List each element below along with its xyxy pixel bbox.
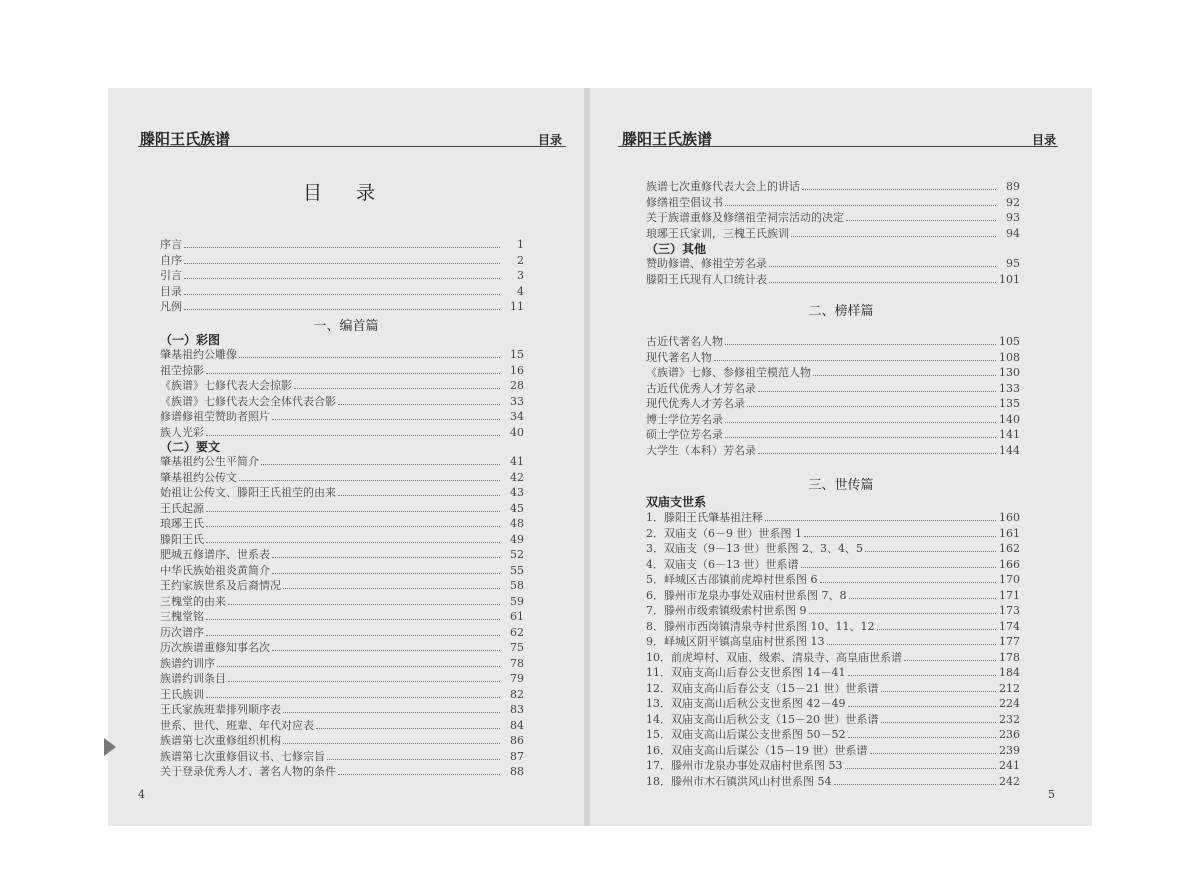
dot-leader [747,406,996,407]
toc-entry-page: 1 [517,238,524,251]
toc-entry-page: 78 [510,656,524,670]
dot-leader [801,567,997,568]
toc-entry-title: 三槐堂的由来 [160,594,226,608]
toc-entry-page: 212 [999,681,1020,695]
toc-entry-title: 序言 [160,238,182,251]
toc-entry-title: 肇基祖约公传文 [160,470,237,484]
toc-entry-page: 59 [510,594,524,608]
toc-entry-page: 16 [510,363,524,377]
dot-leader [714,360,996,361]
dot-leader [206,435,500,436]
subsection-heading-1: （一）彩图 [160,333,221,347]
toc-entry-page: 184 [999,666,1020,679]
toc-entry-title: 17．滕州市龙泉办事处双庙村世系图 53 [646,759,843,772]
toc-entry [160,608,524,624]
toc-entry [646,680,1020,696]
section-heading-3: 三、世传篇 [808,478,874,493]
dot-leader [338,495,500,496]
toc-entry-title: 引言 [160,269,182,282]
dot-leader [758,453,996,454]
toc-entry-title: 4．双庙支（6－13 世）世系谱 [646,557,799,571]
toc-entry [646,540,1020,556]
toc-entry [160,717,524,733]
dot-leader [765,520,996,521]
toc-entry-title: 滕阳王氏现有人口统计表 [646,272,767,286]
toc-entry-page: 239 [999,743,1020,757]
toc-entry-title: 王氏家族班辈排列顺序表 [160,703,281,716]
toc-entry-page: 11 [510,300,524,313]
dot-leader [272,557,500,558]
toc-entry-title: 16．双庙支高山后谋公（15－19 世）世系谱 [646,743,868,757]
dot-leader [283,712,500,713]
dot-leader [206,619,500,620]
toc-entry-page: 87 [510,749,524,763]
toc-entry-page: 61 [510,610,524,623]
dot-leader [848,675,997,676]
dot-leader [261,464,500,465]
toc-entry-title: 12．双庙支高山后春公支（15－21 世）世系谱 [646,681,879,695]
toc-entry-title: 6．滕州市龙泉办事处双庙村世系图 7、8 [646,588,847,602]
toc-entry [646,556,1020,572]
toc-entry-title: 13．双庙支高山后秋公支世系图 42－49 [646,697,846,710]
toc-entry-title: 历次谱序 [160,625,204,639]
toc-entry [160,639,524,655]
toc-entry-title: 硕士学位芳名录 [646,428,723,441]
toc-entry [160,346,524,362]
toc-entry [646,442,1020,458]
toc-entry-page: 236 [999,728,1020,741]
dot-leader [283,588,500,589]
dot-leader [725,205,996,206]
section-heading-2: 二、榜样篇 [808,304,874,319]
toc-entry-title: 族人光彩 [160,425,204,439]
header-rule [618,146,1058,147]
toc-entry-page: 4 [517,284,524,298]
toc-entry [646,711,1020,727]
toc-entry-title: 琅琊王氏 [160,517,204,530]
dot-leader [809,613,997,614]
toc-entry [646,255,1020,271]
dot-leader [217,666,500,667]
toc-entry [646,225,1020,241]
toc-entry [646,695,1020,711]
dot-leader [725,422,996,423]
toc-entry-title: 三槐堂铭 [160,610,204,623]
toc-entry [160,267,524,283]
dot-leader [877,629,997,630]
toc-entry-title: 世系、世代、班辈、年代对应表 [160,718,314,732]
toc-entry-title: 《族谱》七修、参修祖茔模范人物 [646,366,811,379]
toc-entry [646,426,1020,442]
toc-entry-page: 41 [510,455,524,468]
dot-leader [791,236,996,237]
toc-entry [646,773,1020,789]
toc-entry-title: 古近代优秀人才芳名录 [646,381,756,395]
dot-leader [184,294,500,295]
toc-entry [160,577,524,593]
toc-entry [160,453,524,469]
toc-entry-title: 目录 [160,284,182,298]
toc-entry [160,686,524,702]
toc-entry-title: 凡例 [160,300,182,313]
toc-entry-title: 历次族谱重修知事名次 [160,641,270,654]
toc-entry [160,593,524,609]
dot-leader [845,768,997,769]
dot-leader [184,247,500,248]
toc-entry [646,333,1020,349]
toc-entry-page: 108 [999,350,1020,364]
toc-entry-title: 王约家族世系及后裔情况 [160,579,281,592]
dot-leader [846,220,996,221]
dot-leader [881,722,997,723]
toc-entry-title: 15．双庙支高山后谋公支世系图 50－52 [646,728,846,741]
toc-entry [160,763,524,779]
sub4-list [646,509,1020,788]
toc-entry [646,509,1020,525]
toc-entry-page: 88 [510,765,524,778]
dot-leader [206,635,500,636]
subsection-heading-4: 双庙支世系 [646,495,707,509]
dot-leader [327,759,500,760]
top-list [646,178,1020,240]
dot-leader [769,282,996,283]
toc-entry [646,380,1020,396]
toc-entry [646,571,1020,587]
dot-leader [904,660,996,661]
dot-leader [239,357,500,358]
toc-entry-title: 滕阳王氏 [160,532,204,546]
toc-entry [160,732,524,748]
dot-leader [848,706,997,707]
toc-entry-title: 关于登录优秀人才、著名人物的条件 [160,765,336,778]
toc-entry [160,484,524,500]
sub1-list [160,346,524,439]
toc-entry [160,624,524,640]
toc-entry-title: 《族谱》七修代表大会全体代表合影 [160,394,336,408]
toc-entry-page: 55 [510,563,524,577]
dot-leader [272,650,500,651]
running-header-section: 目录 [538,133,563,147]
toc-entry-page: 173 [999,604,1020,617]
toc-entry-page: 242 [999,774,1020,788]
dot-leader [802,189,996,190]
toc-entry [646,742,1020,758]
toc-entry-page: 84 [510,718,524,732]
dot-leader [848,737,997,738]
dot-leader [881,691,997,692]
toc-entry-page: 75 [510,641,524,654]
toc-entry [160,546,524,562]
toc-entry-title: 肇基祖约公雕像 [160,348,237,361]
toc-entry-page: 83 [510,703,524,716]
toc-entry-title: 琅琊王氏家训，三槐王氏族训 [646,226,789,240]
toc-entry [160,283,524,299]
toc-entry-page: 2 [517,253,524,267]
toc-entry-page: 166 [999,557,1020,571]
toc-entry-title: 祖茔掠影 [160,363,204,377]
dot-leader [758,391,996,392]
toc-entry-page: 79 [510,672,524,685]
toc-entry-page: 177 [999,635,1020,648]
dot-leader [316,728,500,729]
toc-entry-page: 224 [999,697,1020,710]
toc-entry-page: 34 [510,410,524,423]
dot-leader [338,774,500,775]
toc-entry-page: 33 [510,394,524,408]
toc-entry [646,178,1020,194]
toc-entry-title: 1．滕阳王氏肇基祖注释 [646,511,763,524]
dot-leader [725,344,996,345]
toc-entry-title: 始祖让公传文、滕阳王氏祖茔的由来 [160,486,336,499]
toc-entry-title: 族谱第七次重修组织机构 [160,734,281,747]
dot-leader [769,266,996,267]
toc-entry [646,664,1020,680]
header-rule [138,146,566,147]
toc-entry-title: 2．双庙支（6－9 世）世系图 1 [646,526,802,540]
dot-leader [228,604,500,605]
toc-entry-title: 中华氏族始祖炎黄简介 [160,563,270,577]
toc-entry-title: 11．双庙支高山后春公支世系图 14－41 [646,666,846,679]
toc-entry-title: 7．滕州市级索镇级索村世系图 9 [646,604,807,617]
dot-leader [827,644,997,645]
toc-entry-title: 族谱第七次重修倡议书、七修宗旨 [160,749,325,763]
toc-entry-page: 105 [999,335,1020,348]
toc-entry-page: 141 [999,428,1020,441]
dot-leader [184,278,500,279]
toc-entry-title: 肥城五修谱序、世系表 [160,548,270,561]
toc-entry-title: 修缮祖茔倡议书 [646,195,723,209]
section2-list [646,333,1020,457]
page-number: 4 [138,788,145,801]
toc-entry [646,649,1020,665]
toc-entry-page: 144 [999,443,1020,457]
dot-leader [228,681,500,682]
toc-entry-page: 42 [510,470,524,484]
toc-entry-page: 232 [999,712,1020,726]
dot-leader [184,309,500,310]
toc-title: 目 录 [302,182,390,204]
toc-entry-page: 101 [999,272,1020,286]
toc-entry-page: 52 [510,548,524,561]
toc-entry-page: 93 [1006,211,1020,224]
toc-entry-page: 170 [999,573,1020,586]
toc-entry-title: 修谱修祖茔赞助者照片 [160,410,270,423]
toc-entry-title: 5．峄城区古邵镇前虎埠村世系图 6 [646,573,818,586]
toc-entry [160,298,524,314]
dot-leader [849,598,997,599]
running-header-title: 滕阳王氏族谱 [622,130,713,148]
toc-entry-title: 自序 [160,253,182,267]
toc-entry [646,602,1020,618]
toc-entry-page: 160 [999,511,1020,524]
dot-leader [239,480,500,481]
dot-leader [272,419,500,420]
toc-entry-page: 140 [999,412,1020,426]
dot-leader [804,536,996,537]
page-number: 5 [1048,788,1055,801]
dot-leader [206,526,500,527]
toc-entry [646,587,1020,603]
toc-entry-title: 现代著名人物 [646,350,712,364]
toc-entry-title: 10．前虎埠村、双庙、级索、清泉寺、高皇庙世系谱 [646,650,902,664]
toc-entry [646,757,1020,773]
toc-entry-title: 族谱约训条目 [160,672,226,685]
sub3-list [646,255,1020,286]
dot-leader [870,753,997,754]
toc-entry-page: 94 [1006,226,1020,240]
toc-entry-page: 178 [999,650,1020,664]
left-page [108,88,584,826]
toc-entry [160,424,524,440]
dot-leader [206,542,500,543]
toc-entry [646,525,1020,541]
dot-leader [283,743,500,744]
toc-entry-page: 171 [999,588,1020,602]
toc-entry-page: 95 [1006,257,1020,270]
toc-entry-title: 肇基祖约公生平简介 [160,455,259,468]
toc-entry [160,562,524,578]
page-tab-marker [104,738,116,756]
toc-entry-page: 28 [510,379,524,392]
toc-entry-title: 现代优秀人才芳名录 [646,397,745,410]
dot-leader [338,404,500,405]
toc-entry-page: 62 [510,625,524,639]
toc-entry-page: 82 [510,687,524,701]
toc-entry [646,209,1020,225]
toc-entry [646,349,1020,365]
toc-entry-title: 《族谱》七修代表大会掠影 [160,379,292,392]
toc-entry [646,726,1020,742]
toc-entry [160,469,524,485]
toc-entry [160,655,524,671]
dot-leader [813,375,996,376]
toc-entry-page: 130 [999,366,1020,379]
toc-entry [160,701,524,717]
toc-entry-title: 王氏起源 [160,501,204,515]
toc-entry [646,271,1020,287]
toc-entry-title: 赞助修谱、修祖茔芳名录 [646,257,767,270]
toc-entry-title: 8．滕州市西岗镇清泉寺村世系图 10、11、12 [646,619,875,633]
toc-entry [160,748,524,764]
toc-entry-title: 王氏族训 [160,687,204,701]
toc-entry-page: 86 [510,734,524,747]
dot-leader [865,551,996,552]
dot-leader [184,263,500,264]
dot-leader [294,388,500,389]
running-header-section: 目录 [1032,133,1057,147]
dot-leader [206,511,500,512]
toc-entry-page: 162 [999,542,1020,555]
dot-leader [820,582,997,583]
toc-entry-page: 174 [999,619,1020,633]
toc-entry [160,377,524,393]
toc-entry [160,252,524,268]
sub2-list [160,453,524,779]
toc-entry-page: 58 [510,579,524,592]
toc-entry-page: 92 [1006,195,1020,209]
subsection-heading-3: （三）其他 [646,242,707,256]
toc-entry [646,618,1020,634]
toc-entry-title: 博士学位芳名录 [646,412,723,426]
front-list [160,236,524,314]
toc-entry [646,633,1020,649]
toc-entry-page: 135 [999,397,1020,410]
toc-entry-page: 3 [517,269,524,282]
dot-leader [206,373,500,374]
toc-entry [646,364,1020,380]
toc-entry [160,500,524,516]
toc-entry [160,531,524,547]
subsection-heading-2: （二）要文 [160,440,221,454]
toc-entry-title: 9．峄城区阴平镇高皇庙村世系图 13 [646,635,825,648]
dot-leader [725,437,996,438]
toc-entry [160,515,524,531]
toc-entry [160,362,524,378]
toc-entry-page: 15 [510,348,524,361]
toc-entry-page: 40 [510,425,524,439]
toc-entry-title: 3．双庙支（9－13 世）世系图 2、3、4、5 [646,542,863,555]
dot-leader [206,697,500,698]
toc-entry-page: 48 [510,517,524,530]
toc-entry-title: 族谱七次重修代表大会上的讲话 [646,180,800,193]
toc-entry [160,236,524,252]
toc-entry-page: 49 [510,532,524,546]
toc-entry [646,194,1020,210]
toc-entry-title: 14．双庙支高山后秋公支（15－20 世）世系谱 [646,712,879,726]
dot-leader [272,573,500,574]
toc-entry-title: 古近代著名人物 [646,335,723,348]
toc-entry-page: 241 [999,759,1020,772]
toc-entry [160,408,524,424]
toc-entry-page: 43 [510,486,524,499]
toc-entry-page: 89 [1006,180,1020,193]
toc-entry [646,395,1020,411]
toc-entry-page: 161 [999,526,1020,540]
running-header-title: 滕阳王氏族谱 [140,130,231,148]
toc-entry-page: 133 [999,381,1020,395]
toc-entry [160,393,524,409]
toc-entry-page: 45 [510,501,524,515]
toc-entry-title: 18．滕州市木石镇洪风山村世系图 54 [646,774,832,788]
section-heading-1: 一、编首篇 [313,319,379,334]
toc-entry [160,670,524,686]
toc-entry-title: 族谱约训序 [160,656,215,670]
toc-entry [646,411,1020,427]
toc-entry-title: 大学生（本科）芳名录 [646,443,756,457]
dot-leader [834,784,997,785]
toc-entry-title: 关于族谱重修及修缮祖茔祠宗活动的决定 [646,211,844,224]
right-page [590,88,1092,826]
